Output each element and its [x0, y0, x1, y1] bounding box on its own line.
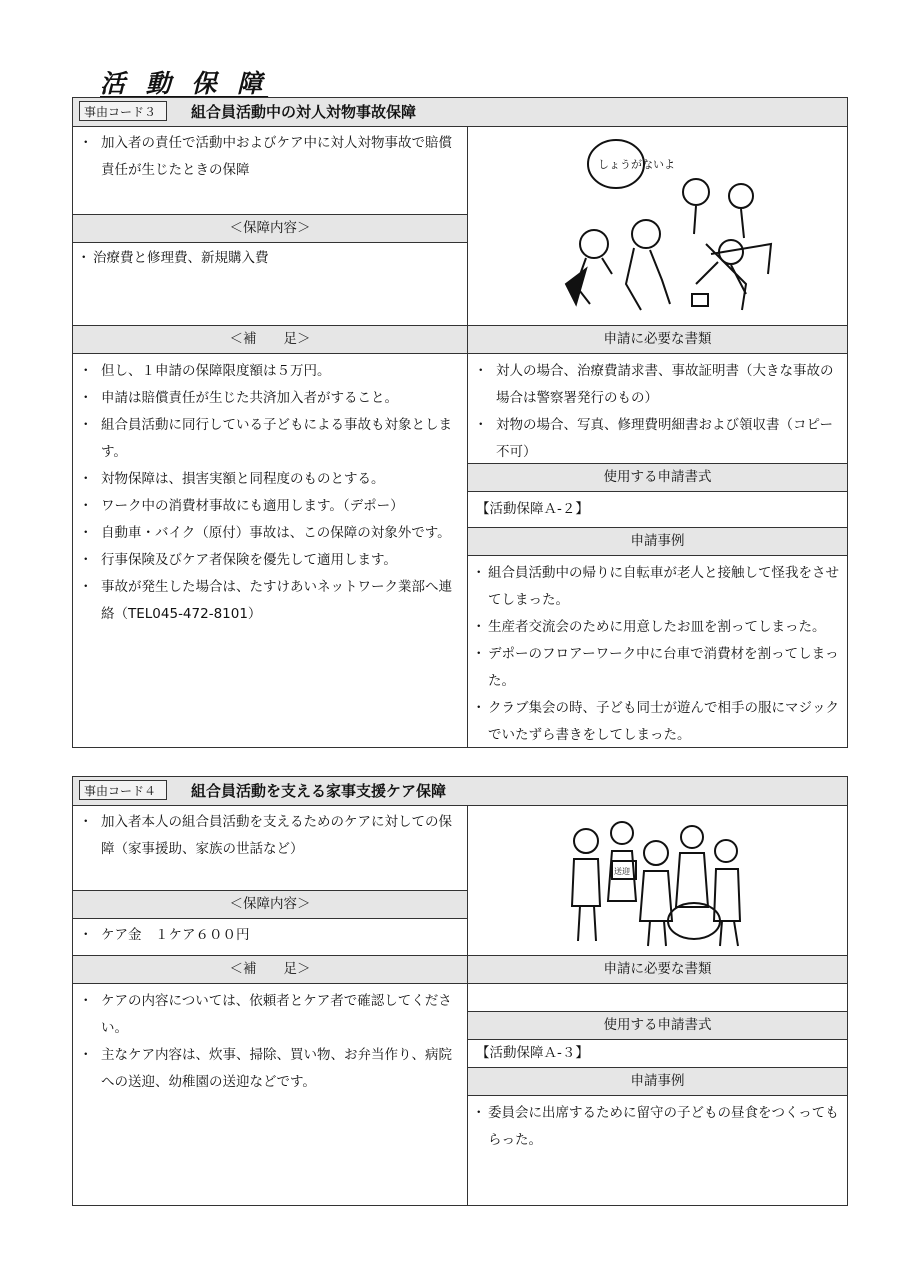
- coverage-text: ・ ケア金 １ケア６００円: [73, 922, 461, 949]
- coverage-header: ＜保障内容＞: [73, 890, 467, 918]
- docs-header: 申請に必要な書類: [467, 955, 847, 983]
- examples-cell: [467, 1095, 847, 1205]
- coverage-cell: [73, 242, 467, 325]
- supplement-item: ・ ケアの内容については、依頼者とケア者で確認してください。: [73, 988, 461, 1042]
- description-cell: [73, 805, 467, 890]
- section-title: 組合員活動を支える家事支援ケア保障: [191, 782, 447, 800]
- section-accident-coverage: [72, 97, 848, 748]
- supplement-item: ・ 行事保険及びケア者保険を優先して適用します。: [73, 547, 461, 574]
- example-item: ・ 委員会に出席するために留守の子どもの昼食をつくってもらった。: [468, 1100, 843, 1154]
- docs-cell: [467, 983, 847, 1011]
- page-title: 活 動 保 障: [100, 69, 269, 98]
- supplement-item: ・ 但し、１申請の保障限度額は５万円。: [73, 358, 461, 385]
- supplement-item: ・ 主なケア内容は、炊事、掃除、買い物、お弁当作り、病院への送迎、幼稚園の送迎などです。: [73, 1042, 461, 1096]
- supplement-item: ・ 自動車・バイク（原付）事故は、この保障の対象外です。: [73, 520, 461, 547]
- supplement-cell: [73, 983, 467, 1205]
- supplement-cell: [73, 353, 467, 747]
- examples-header: 申請事例: [467, 527, 847, 555]
- example-item: ・ 組合員活動中の帰りに自転車が老人と接触して怪我をさせてしまった。: [468, 560, 843, 614]
- supplement-header: ＜補 足＞: [73, 955, 467, 983]
- examples-header: 申請事例: [467, 1067, 847, 1095]
- description-text: ・ 加入者本人の組合員活動を支えるためのケアに対しての保障（家事援助、家族の世話など）: [73, 809, 461, 863]
- docs-header: 申請に必要な書類: [467, 325, 847, 353]
- supplement-item: ・ 事故が発生した場合は、たすけあいネットワーク業部へ連絡（TEL045-472-8101）: [73, 574, 461, 628]
- reason-code: 事由コード３: [79, 101, 167, 121]
- illustration-cell: [467, 126, 847, 325]
- section-title: 組合員活動中の対人対物事故保障: [191, 103, 417, 121]
- description-text: ・ 加入者の責任で活動中およびケア中に対人対物事故で賠償責任が生じたときの保障: [73, 130, 461, 184]
- description-cell: [73, 126, 467, 214]
- form-header: 使用する申請書式: [467, 1011, 847, 1039]
- section-header: [73, 98, 847, 127]
- accident-illustration: [546, 134, 786, 314]
- supplement-item: ・ ワーク中の消費材事故にも適用します。（デポー）: [73, 493, 461, 520]
- illustration-sign: 送迎: [614, 867, 630, 876]
- supplement-header: ＜補 足＞: [73, 325, 467, 353]
- example-item: ・ デポーのフロアーワーク中に台車で消費材を割ってしまった。: [468, 641, 843, 695]
- supplement-item: ・ 申請は賠償責任が生じた共済加入者がすること。: [73, 385, 461, 412]
- supplement-item: ・ 対物保障は、損害実額と同程度のものとする。: [73, 466, 461, 493]
- examples-cell: [467, 555, 847, 747]
- reason-code: 事由コード４: [79, 780, 167, 800]
- form-value: 【活動保障Ａ-３】: [467, 1039, 847, 1067]
- speech-bubble-text: しょうがないよ: [598, 158, 675, 171]
- coverage-header: ＜保障内容＞: [73, 214, 467, 242]
- form-header: 使用する申請書式: [467, 463, 847, 491]
- docs-cell: [467, 353, 847, 463]
- example-item: ・ 生産者交流会のために用意したお皿を割ってしまった。: [468, 614, 843, 641]
- example-item: ・ クラブ集会の時、子ども同士が遊んで相手の服にマジックでいたずら書きをしてしまった。: [468, 695, 843, 749]
- supplement-item: ・ 組合員活動に同行している子どもによる事故も対象とします。: [73, 412, 461, 466]
- care-workers-illustration: [556, 811, 756, 951]
- illustration-cell: [467, 805, 847, 955]
- docs-item: ・ 対人の場合、治療費請求書、事故証明書（大きな事故の場合は警察署発行のもの）: [468, 358, 841, 412]
- coverage-cell: [73, 918, 467, 955]
- coverage-text: ・ 治療費と修理費、新規購入費: [73, 245, 463, 272]
- docs-item: ・ 対物の場合、写真、修理費明細書および領収書（コピー不可）: [468, 412, 841, 466]
- section-header: [73, 777, 847, 806]
- form-value: 【活動保障Ａ-２】: [467, 491, 847, 527]
- section-care-coverage: [72, 776, 848, 1206]
